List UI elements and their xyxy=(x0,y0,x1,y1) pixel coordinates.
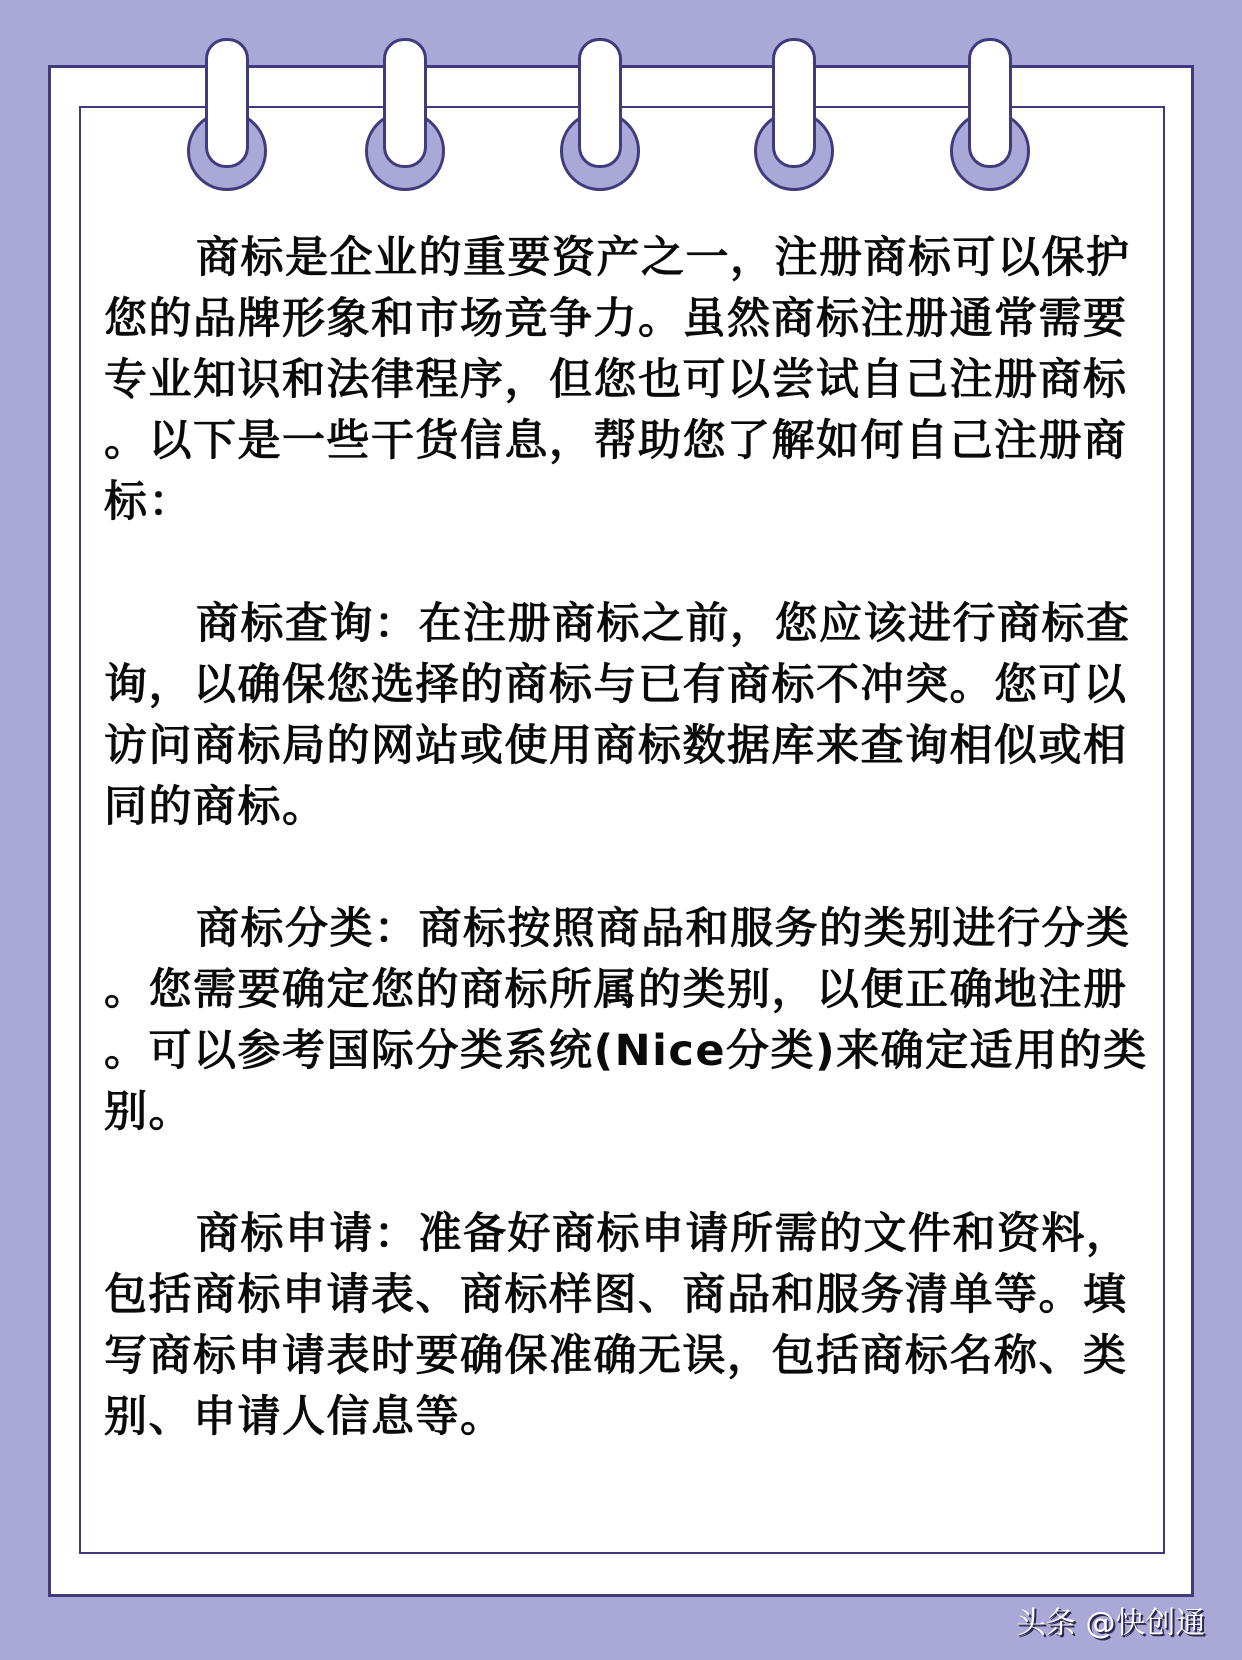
ring-loop-icon xyxy=(205,38,249,168)
text-line: 。您需要确定您的商标所属的类别，以便正确地注册 xyxy=(104,965,1128,1015)
ring-loop-icon xyxy=(578,38,622,168)
ring-loop-icon xyxy=(968,38,1012,168)
paragraph-trademark-classification xyxy=(104,899,1164,1143)
paragraph-trademark-search xyxy=(104,594,1164,838)
text-line: 写商标申请表时要确保准确无误，包括商标名称、类 xyxy=(104,1331,1128,1381)
text-line: 。以下是一些干货信息，帮助您了解如何自己注册商 xyxy=(104,416,1128,466)
text-line: 同的商标。 xyxy=(104,782,327,832)
watermark-label: 头条 @快创通 xyxy=(1016,1606,1206,1641)
text-line: 别、申请人信息等。 xyxy=(104,1392,505,1442)
binder-ring-3 xyxy=(600,151,601,152)
text-line: 商标申请：准备好商标申请所需的文件和资料， xyxy=(196,1209,1131,1259)
ring-loop-icon xyxy=(772,38,816,168)
ring-loop-icon xyxy=(383,38,427,168)
text-line: 询，以确保您选择的商标与已有商标不冲突。您可以 xyxy=(104,660,1128,710)
text-line: 您的品牌形象和市场竞争力。虽然商标注册通常需要 xyxy=(104,294,1128,344)
text-line: 访问商标局的网站或使用商标数据库来查询相似或相 xyxy=(104,721,1128,771)
text-line: 商标是企业的重要资产之一，注册商标可以保护 xyxy=(196,233,1131,283)
text-line: 专业知识和法律程序，但您也可以尝试自己注册商标 xyxy=(104,355,1128,405)
text-line: 商标分类：商标按照商品和服务的类别进行分类 xyxy=(196,904,1131,954)
text-line: 标： xyxy=(104,477,193,527)
binder-ring-1 xyxy=(227,151,228,152)
paragraph-trademark-application xyxy=(104,1204,1164,1448)
binder-ring-5 xyxy=(990,151,991,152)
text-line: 别。 xyxy=(104,1087,193,1137)
text-line: 商标查询：在注册商标之前，您应该进行商标查 xyxy=(196,599,1131,649)
text-line: 包括商标申请表、商标样图、商品和服务清单等。填 xyxy=(104,1270,1128,1320)
text-line: 。可以参考国际分类系统(Nice分类)来确定适用的类 xyxy=(104,1026,1148,1076)
article-body xyxy=(104,228,1164,1509)
binder-ring-4 xyxy=(794,151,795,152)
paragraph-intro xyxy=(104,228,1164,533)
binder-ring-2 xyxy=(405,151,406,152)
